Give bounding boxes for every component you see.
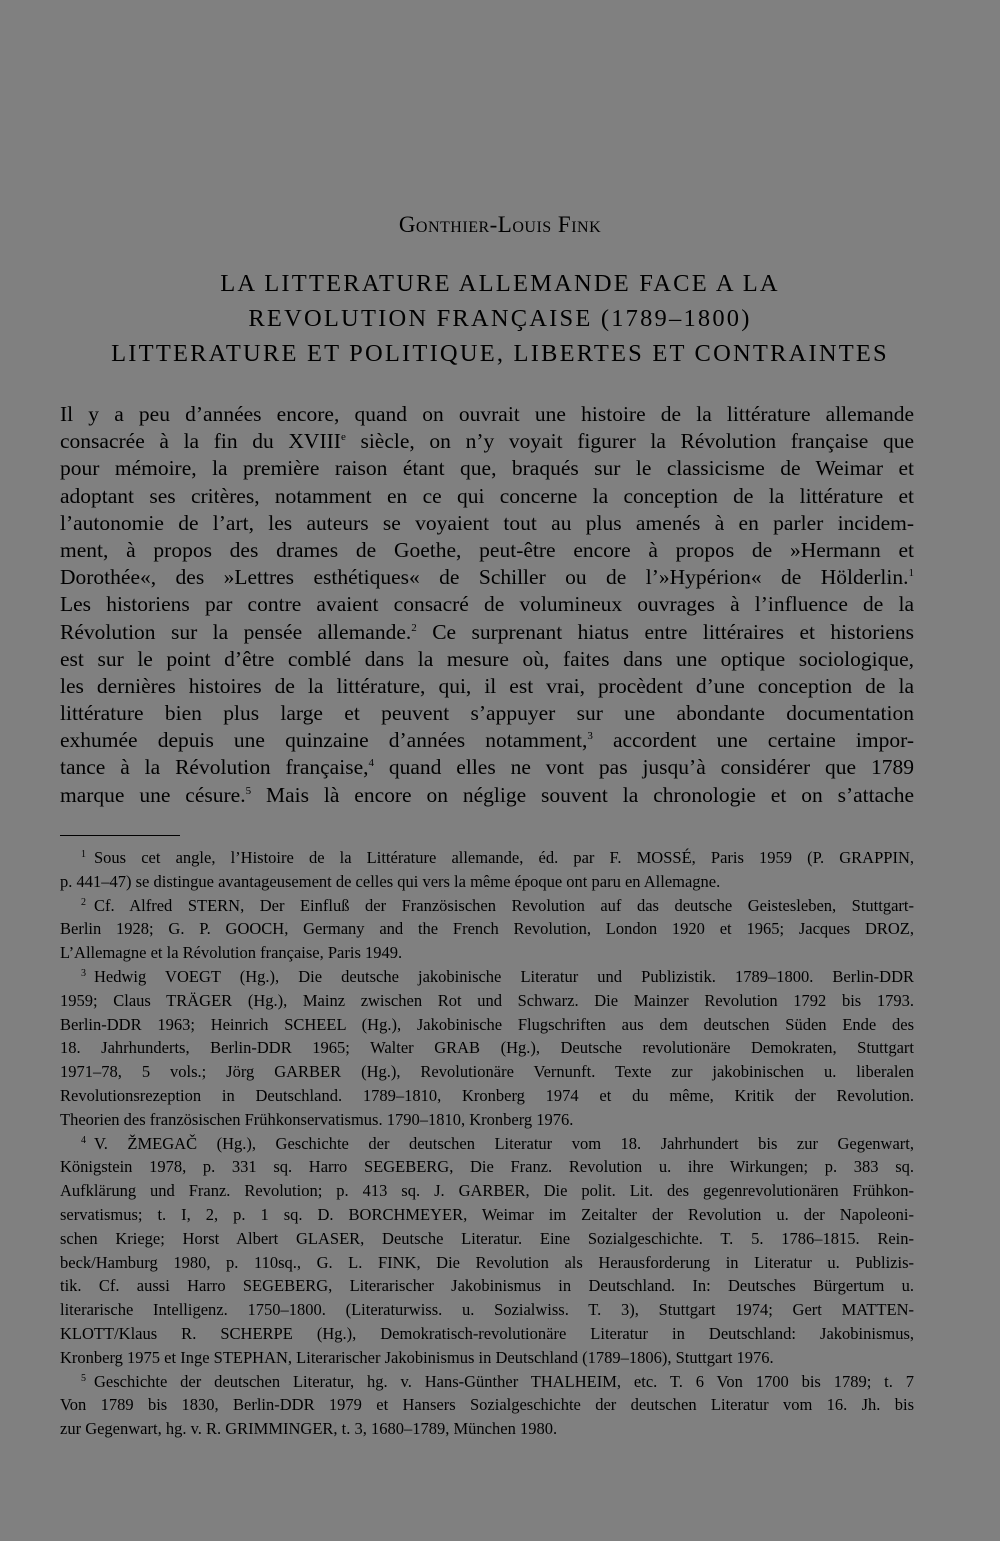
body-text-run: littérature bien plus large et peuvent s’appuyer sur une abondante documentation <box>60 701 914 726</box>
footnote-line <box>60 989 914 1013</box>
footnote-line <box>60 1108 914 1132</box>
footnote-text: 1959; Claus TRÄGER (Hg.), Mainz zwischen Rot und Schwarz. Die Mainzer Revolution 1792 bis 1793. <box>60 990 914 1010</box>
body-line <box>60 455 914 482</box>
body-line <box>60 591 914 618</box>
footnote-line <box>60 1251 914 1275</box>
body-line <box>60 510 914 537</box>
footnote-reference: 5 <box>245 784 252 797</box>
footnote-number: 3 <box>81 967 86 979</box>
footnote-line <box>60 894 914 918</box>
footnote-number: 4 <box>81 1134 86 1146</box>
author-name: Gonthier-Louis Fink <box>398 212 602 237</box>
body-text-run: Révolution sur la pensée allemande. <box>60 619 412 644</box>
footnote-text: Sous cet angle, l’Histoire de la Littérature allemande, éd. par F. MOSSÉ, Paris 1959 (P. GRAPPIN, <box>94 848 914 867</box>
body-line <box>60 646 914 673</box>
body-text-run: adoptant ses critères, notamment en ce qui concerne la conception de la littérature et <box>60 483 914 508</box>
body-line <box>60 401 914 428</box>
footnote-line <box>60 1227 914 1251</box>
footnote-line <box>60 965 914 989</box>
footnote-text: Berlin 1928; G. P. GOOCH, Germany and the French Revolution, London 1920 et 1965; Jacques DROZ, <box>60 919 914 939</box>
body-text-run: quand elles ne vont pas jusqu’à considérer que 1789 <box>373 755 914 780</box>
footnote-line <box>60 1417 914 1441</box>
footnote-text: 1971–78, 5 vols.; Jörg GARBER (Hg.), Revolutionäre Vernunft. Texte zur jakobinischen u. liberalen <box>60 1062 914 1082</box>
footnote-text: Cf. Alfred STERN, Der Einfluß der Französischen Revolution auf das deutsche Geistesleben, Stuttgart- <box>94 895 914 915</box>
footnote-text: tik. Cf. aussi Harro SEGEBERG, Literarischer Jakobinismus in Deutschland. In: Deutsches Bürgertum u. <box>60 1276 914 1296</box>
body-text-run: marque une césure. <box>60 782 246 807</box>
body-text-run: ment, à propos des drames de Goethe, peut-être encore à propos de »Hermann et <box>60 537 914 562</box>
footnote-reference: 3 <box>587 730 593 743</box>
footnote-text: Kronberg 1975 et Inge STEPHAN, Literarischer Jakobinismus in Deutschland (1789–1806), Stuttgart 1976. <box>60 1347 774 1367</box>
footnote-text: schen Kriege; Horst Albert GLASER, Deutsche Literatur. Eine Sozialgeschichte. T. 5. 1786–1815. Rein- <box>60 1228 914 1248</box>
footnote-line <box>60 1036 914 1060</box>
footnote-line <box>60 1346 914 1370</box>
footnote-text: Berlin-DDR 1963; Heinrich SCHEEL (Hg.), Jakobinische Flugschriften aus dem deutschen Süden Ende des <box>60 1014 914 1034</box>
footnotes <box>60 846 914 1441</box>
footnote-number: 2 <box>81 896 86 908</box>
footnote-text: Geschichte der deutschen Literatur, hg. v. Hans-Günther THALHEIM, etc. T. 6 Von 1700 bis 1789; t. 7 <box>94 1371 914 1391</box>
body-text-run: Mais là encore on néglige souvent la chronologie et on s’attache <box>251 782 914 807</box>
footnote-line <box>60 1203 914 1227</box>
footnote-text: Revolutionsrezeption in Deutschland. 1789–1810, Kronberg 1974 et du même, Kritik der Revolution. <box>60 1085 914 1105</box>
body-text-run: est sur le point d’être comblé dans la mesure où, faites dans une optique sociologique, <box>60 646 914 671</box>
body-line <box>60 700 914 727</box>
footnote-line <box>60 846 914 870</box>
footnote-line <box>60 1322 914 1346</box>
body-text <box>60 401 914 809</box>
body-text-run: Ce surprenant hiatus entre littéraires et historiens <box>416 619 914 644</box>
footnote-text: KLOTT/Klaus R. SCHERPE (Hg.), Demokratisch-revolutionäre Literatur in Deutschland: Jakobinismus, <box>60 1323 914 1343</box>
footnote-reference: e <box>340 431 346 444</box>
body-line <box>60 537 914 564</box>
body-text-run: les dernières histoires de la littérature, qui, il est vrai, procèdent d’une conception de la <box>60 673 914 698</box>
footnote-line <box>60 917 914 941</box>
body-text-run: pour mémoire, la première raison étant que, braqués sur le classicisme de Weimar et <box>60 456 914 481</box>
body-line <box>60 483 914 510</box>
footnote-line <box>60 1274 914 1298</box>
body-text-run: tance à la Révolution française, <box>60 755 369 780</box>
body-line <box>60 727 914 754</box>
body-text-run: Dorothée«, des »Lettres esthétiques« de Schiller ou de l’»Hypérion« de Hölderlin. <box>60 565 909 590</box>
footnote-line <box>60 1013 914 1037</box>
footnote-line <box>60 1370 914 1394</box>
body-line <box>60 754 914 781</box>
footnote-text: Von 1789 bis 1830, Berlin-DDR 1979 et Hansers Sozialgeschichte der deutschen Literatur vom 16. Jh. bis <box>60 1395 914 1415</box>
footnote-text: beck/Hamburg 1980, p. 110sq., G. L. FINK, Die Revolution als Herausforderung in Literatur u. Publizis- <box>60 1252 914 1272</box>
footnote-text: 18. Jahrhunderts, Berlin-DDR 1965; Walter GRAB (Hg.), Deutsche revolutionäre Demokraten, Stuttgart <box>60 1038 914 1058</box>
body-line <box>60 564 914 591</box>
footnote-reference: 4 <box>368 757 374 770</box>
footnote-text: zur Gegenwart, hg. v. R. GRIMMINGER, t. 3, 1680–1789, München 1980. <box>60 1419 558 1439</box>
footnote-reference: 2 <box>411 621 417 634</box>
footnote-number: 1 <box>81 849 86 860</box>
footnote-line <box>60 1393 914 1417</box>
footnote-text: V. ŽMEGAČ (Hg.), Geschichte der deutschen Literatur vom 18. Jahrhundert bis zur Gegenwart, <box>94 1133 914 1153</box>
body-line <box>60 673 914 700</box>
footnote-line <box>60 1060 914 1084</box>
footnote-text: Königstein 1978, p. 331 sq. Harro SEGEBERG, Die Franz. Revolution u. ihre Wirkungen; p. 383 sq. <box>60 1157 914 1177</box>
body-text-run: exhumée depuis une quinzaine d’années notamment, <box>60 728 588 753</box>
footnote-line <box>60 870 914 894</box>
body-line <box>60 782 914 809</box>
footnote-text: L’Allemagne et la Révolution française, Paris 1949. <box>60 943 403 963</box>
footnote-divider <box>60 835 180 836</box>
footnote-reference: 1 <box>908 567 914 580</box>
body-text-run: consacrée à la fin du XVIII <box>60 429 341 454</box>
body-line <box>60 428 914 455</box>
footnote-text: literarische Intelligenz. 1750–1800. (Literaturwiss. u. Sozialwiss. T. 3), Stuttgart 1974; Gert MATTEN- <box>60 1300 914 1320</box>
body-line <box>60 619 914 646</box>
footnote-line <box>60 1298 914 1322</box>
body-text-run: Il y a peu d’années encore, quand on ouvrait une histoire de la littérature allemande <box>60 402 914 426</box>
article-title <box>0 266 1000 371</box>
body-text-run: accordent une certaine impor- <box>592 728 914 753</box>
body-text-run: Les historiens par contre avaient consacré de volumineux ouvrages à l’influence de la <box>60 592 914 617</box>
footnote-text: p. 441–47) se distingue avantageusement de celles qui vers la même époque ont paru en Allemagne. <box>60 871 721 891</box>
footnote-number: 5 <box>81 1372 86 1384</box>
footnote-text: servatismus; t. I, 2, p. 1 sq. D. BORCHMEYER, Weimar im Zeitalter der Revolution u. der Napoleoni- <box>60 1204 914 1224</box>
body-text-run: siècle, on n’y voyait figurer la Révolution française que <box>345 429 915 454</box>
footnote-line <box>60 1132 914 1156</box>
footnote-line <box>60 1084 914 1108</box>
footnote-text: Hedwig VOEGT (Hg.), Die deutsche jakobinische Literatur und Publizistik. 1789–1800. Berlin-DDR <box>94 966 914 986</box>
title-line: LITTERATURE ET POLITIQUE, LIBERTES ET CONTRAINTES <box>111 340 889 367</box>
footnote-line <box>60 1179 914 1203</box>
title-line: REVOLUTION FRANÇAISE (1789–1800) <box>248 305 752 332</box>
footnote-text: Aufklärung und Franz. Revolution; p. 413 sq. J. GARBER, Die polit. Lit. des gegenrevolutionären Frühkon- <box>60 1181 914 1201</box>
title-line: LA LITTERATURE ALLEMANDE FACE A LA <box>220 270 780 297</box>
body-text-run: l’autonomie de l’art, les auteurs se voyaient tout au plus amenés à en parler incidem- <box>60 510 914 535</box>
footnote-text: Theorien des französischen Frühkonservatismus. 1790–1810, Kronberg 1976. <box>60 1109 574 1129</box>
footnote-line <box>60 1155 914 1179</box>
footnote-line <box>60 941 914 965</box>
